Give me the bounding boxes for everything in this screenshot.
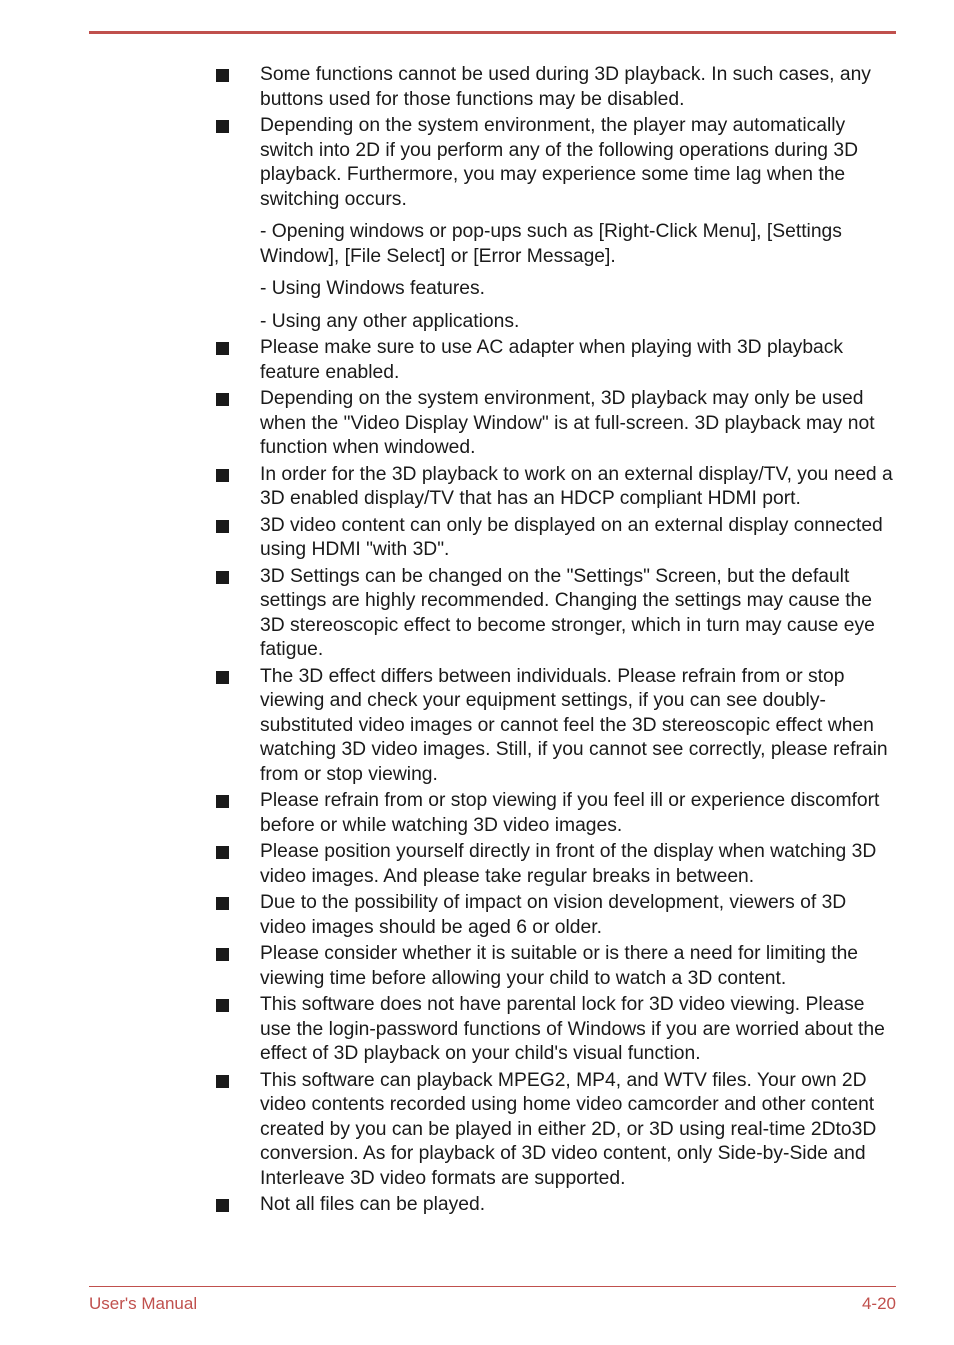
list-item (216, 63, 896, 112)
list-item (216, 565, 896, 663)
square-bullet-icon (216, 120, 229, 133)
list-item-text: This software can playback MPEG2, MP4, and WTV files. Your own 2D video contents recorded using home video camcorder and other content created by you can be played in either 2D, or 3D using real-time 2Dto3D conversion. As for playback of 3D video content, only Side-by-Side and Interleave 3D video formats are supported. (260, 1069, 877, 1189)
square-bullet-icon (216, 999, 229, 1012)
square-bullet-icon (216, 342, 229, 355)
square-bullet-icon (216, 795, 229, 808)
list-item-text: Depending on the system environment, the player may automatically switch into 2D if you perform any of the following operations during 3D playback. Furthermore, you may experience some time lag when the switching occurs. (260, 115, 859, 210)
list-item (216, 789, 896, 838)
square-bullet-icon (216, 1075, 229, 1088)
footer-rule (89, 1286, 896, 1287)
list-item (216, 336, 896, 385)
sub-item: - Using Windows features. (260, 278, 486, 299)
list-item-text: 3D Settings can be changed on the "Settings" Screen, but the default settings are highly recommended. Changing the settings may cause the 3D stereoscopic effect to become stronger, which in turn may cause eye fatigue. (260, 565, 875, 660)
list-item (216, 114, 896, 212)
list-item-text: Due to the possibility of impact on vision development, viewers of 3D video images should be aged 6 or older. (260, 892, 847, 938)
list-item-text: Please refrain from or stop viewing if you feel ill or experience discomfort before or while watching 3D video images. (260, 790, 880, 836)
square-bullet-icon (216, 1199, 229, 1212)
list-item-text: In order for the 3D playback to work on an external display/TV, you need a 3D enabled display/TV that has an HDCP compliant HDMI port. (260, 463, 893, 509)
list-item-text: Please position yourself directly in front of the display when watching 3D video images. And please take regular breaks in between. (260, 841, 877, 887)
square-bullet-icon (216, 671, 229, 684)
list-item (216, 1193, 896, 1218)
square-bullet-icon (216, 393, 229, 406)
page-number: 4-20 (861, 1294, 896, 1313)
list-item (216, 387, 896, 461)
list-item (216, 840, 896, 889)
sub-item: - Opening windows or pop-ups such as [Right-Click Menu], [Settings Window], [File Select] or [Error Message]. (260, 221, 842, 267)
list-item-text: Please consider whether it is suitable or is there a need for limiting the viewing time before allowing your child to watch a 3D content. (260, 943, 859, 989)
header-rule (89, 31, 896, 34)
list-item-text: 3D video content can only be displayed on an external display connected using HDMI "with 3D". (260, 514, 883, 560)
square-bullet-icon (216, 897, 229, 910)
list-item-text: Please make sure to use AC adapter when playing with 3D playback feature enabled. (260, 337, 844, 383)
list-item-text: Some functions cannot be used during 3D playback. In such cases, any buttons used for those functions may be disabled. (260, 64, 871, 110)
square-bullet-icon (216, 948, 229, 961)
list-item (216, 665, 896, 788)
footer-manual-title: User's Manual (89, 1294, 198, 1313)
list-item (216, 942, 896, 991)
list-item (216, 1069, 896, 1192)
square-bullet-icon (216, 469, 229, 482)
list-item-text: This software does not have parental lock for 3D video viewing. Please use the login-password functions of Windows if you are worried about the effect of 3D playback on your child's visual function. (260, 994, 885, 1064)
square-bullet-icon (216, 520, 229, 533)
square-bullet-icon (216, 571, 229, 584)
sub-item: - Using any other applications. (260, 310, 520, 332)
square-bullet-icon (216, 69, 229, 82)
list-item-text: The 3D effect differs between individuals. Please refrain from or stop viewing and check your equipment settings, if you can see doubly-substituted video images or cannot feel the 3D stereoscopic effect when watching 3D video images. Still, if you cannot see correctly, please refrain from or stop viewing. (260, 665, 888, 785)
square-bullet-icon (216, 846, 229, 859)
list-item-text: Depending on the system environment, 3D playback may only be used when the "Video Display Window" is at full-screen. 3D playback may not function when windowed. (260, 388, 875, 458)
list-item (216, 993, 896, 1067)
bullet-list (216, 63, 896, 1220)
list-item-text: Not all files can be played. (260, 1194, 486, 1215)
list-item (216, 891, 896, 940)
list-item (216, 463, 896, 512)
list-item (216, 514, 896, 563)
